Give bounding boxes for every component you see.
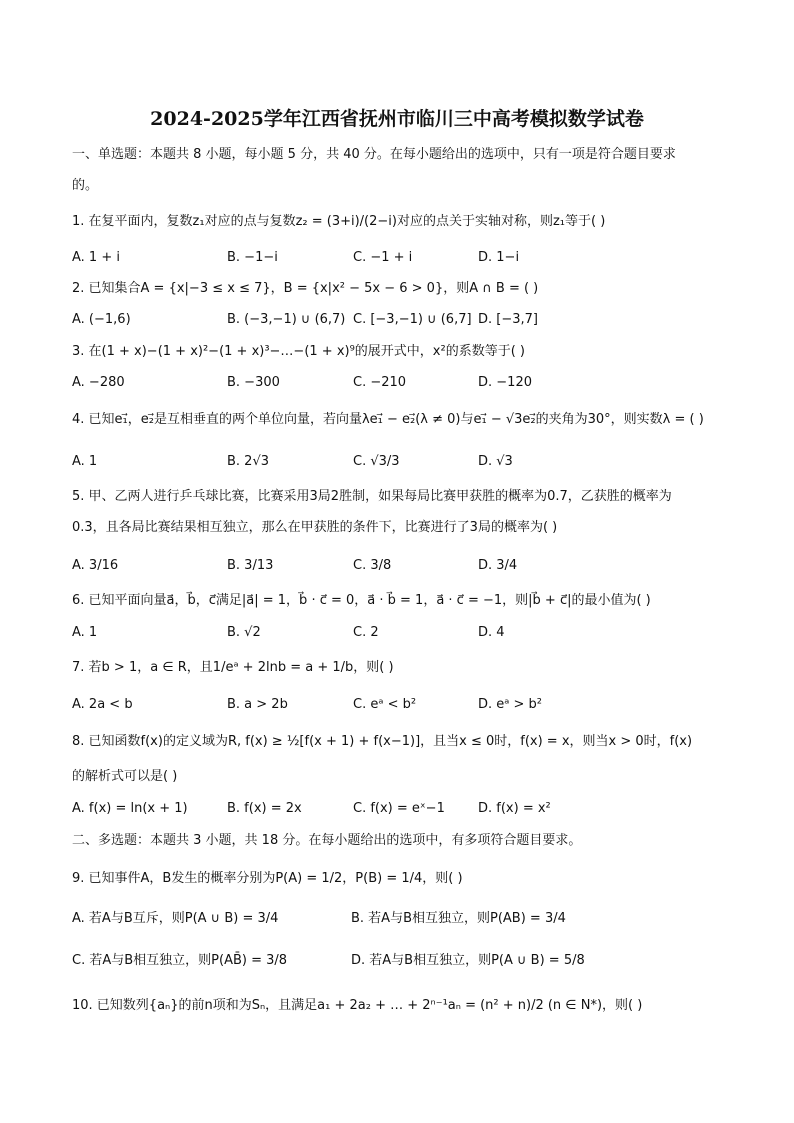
question-9-stem: 9. 已知事件A，B发生的概率分别为P(A) = 1/2，P(B) = 1/4，则( ) [72, 871, 463, 886]
q7-option-a: A. 2a < b [72, 697, 133, 712]
q1-option-b: B. −1−i [227, 250, 278, 265]
question-6-stem: 6. 已知平面向量a⃗，b⃗，c⃗满足|a⃗| = 1，b⃗ · c⃗ = 0，a⃗ · b⃗ = 1，a⃗ · c⃗ = −1，则|b⃗ + c⃗|的最小值为( ) [72, 593, 651, 608]
q7-option-b: B. a > 2b [227, 697, 288, 712]
question-8-stem-line2: 的解析式可以是( ) [72, 769, 178, 784]
q3-option-a: A. −280 [72, 375, 125, 390]
q2-option-b: B. (−3,−1) ∪ (6,7) [227, 312, 346, 327]
question-10-stem: 10. 已知数列{aₙ}的前n项和为Sₙ，且满足a₁ + 2a₂ + … + 2ⁿ⁻¹aₙ = (n² + n)/2 (n ∈ N*)，则( ) [72, 998, 643, 1013]
question-2-stem: 2. 已知集合A = {x|−3 ≤ x ≤ 7}，B = {x|x² − 5x − 6 > 0}，则A ∩ B = ( ) [72, 281, 539, 296]
question-2-options [72, 311, 732, 329]
q8-option-b: B. f(x) = 2x [227, 801, 302, 816]
q2-option-d: D. [−3,7] [478, 312, 538, 327]
question-5-stem-line2: 0.3，且各局比赛结果相互独立，那么在甲获胜的条件下，比赛进行了3局的概率为( ) [72, 520, 558, 535]
question-7-stem: 7. 若b > 1，a ∈ R，且1/eᵃ + 2lnb = a + 1/b，则( ) [72, 660, 394, 675]
q7-option-c: C. eᵃ < b² [353, 697, 417, 712]
question-5-options [72, 557, 732, 575]
q5-option-b: B. 3/13 [227, 558, 274, 573]
q2-option-a: A. (−1,6) [72, 312, 131, 327]
q1-option-a: A. 1 + i [72, 250, 120, 265]
q1-option-c: C. −1 + i [353, 250, 413, 265]
q9-option-b: B. 若A与B相互独立，则P(AB) = 3/4 [351, 911, 566, 926]
q4-option-d: D. √3 [478, 454, 513, 469]
q6-option-c: C. 2 [353, 625, 379, 640]
q3-option-d: D. −120 [478, 375, 532, 390]
q9-option-c: C. 若A与B相互独立，则P(AB̄) = 3/8 [72, 953, 288, 968]
q6-option-b: B. √2 [227, 625, 261, 640]
question-5-stem-line1: 5. 甲、乙两人进行乒乓球比赛，比赛采用3局2胜制，如果每局比赛甲获胜的概率为0.7，乙获胜的概率为 [72, 489, 672, 504]
q4-option-c: C. √3/3 [353, 454, 400, 469]
question-1-stem: 1. 在复平面内，复数z₁对应的点与复数z₂ = (3+i)/(2−i)对应的点关于实轴对称，则z₁等于( ) [72, 214, 606, 229]
q8-option-c: C. f(x) = eˣ−1 [353, 801, 445, 816]
question-6-options [72, 624, 732, 642]
section2-heading: 二、多选题：本题共 3 小题，共 18 分。在每小题给出的选项中，有多项符合题目要求。 [72, 833, 582, 848]
q3-option-b: B. −300 [227, 375, 280, 390]
q9-option-a: A. 若A与B互斥，则P(A ∪ B) = 3/4 [72, 911, 279, 926]
q5-option-a: A. 3/16 [72, 558, 119, 573]
question-8-stem-line1: 8. 已知函数f(x)的定义域为R, f(x) ≥ ½[f(x + 1) + f(x−1)]，且当x ≤ 0时，f(x) = x，则当x > 0时，f(x) [72, 734, 693, 749]
question-1-options [72, 249, 732, 267]
q3-option-c: C. −210 [353, 375, 407, 390]
question-3-stem: 3. 在(1 + x)−(1 + x)²−(1 + x)³−…−(1 + x)⁹的展开式中，x²的系数等于( ) [72, 344, 525, 359]
q6-option-a: A. 1 [72, 625, 98, 640]
q7-option-d: D. eᵃ > b² [478, 697, 542, 712]
q1-option-d: D. 1−i [478, 250, 520, 265]
question-4-stem: 4. 已知e₁⃗，e₂⃗是互相垂直的两个单位向量，若向量λe₁⃗ − e₂⃗(λ ≠ 0)与e₁⃗ − √3e₂⃗的夹角为30°，则实数λ = ( ) [72, 412, 704, 427]
section1-heading-line2: 的。 [72, 178, 99, 193]
q4-option-a: A. 1 [72, 454, 98, 469]
q6-option-d: D. 4 [478, 625, 505, 640]
q4-option-b: B. 2√3 [227, 454, 270, 469]
q8-option-d: D. f(x) = x² [478, 801, 551, 816]
question-4-options [72, 453, 732, 471]
page-title: 2024-2025学年江西省抚州市临川三中高考模拟数学试卷 [150, 108, 644, 130]
question-8-options [72, 800, 732, 818]
q9-option-d: D. 若A与B相互独立，则P(A ∪ B) = 5/8 [351, 953, 585, 968]
q5-option-c: C. 3/8 [353, 558, 392, 573]
q2-option-c: C. [−3,−1) ∪ (6,7] [353, 312, 472, 327]
question-7-options [72, 696, 732, 714]
q5-option-d: D. 3/4 [478, 558, 518, 573]
section1-heading-line1: 一、单选题：本题共 8 小题，每小题 5 分，共 40 分。在每小题给出的选项中，只有一项是符合题目要求 [72, 147, 676, 162]
q8-option-a: A. f(x) = ln(x + 1) [72, 801, 188, 816]
question-3-options [72, 374, 732, 392]
